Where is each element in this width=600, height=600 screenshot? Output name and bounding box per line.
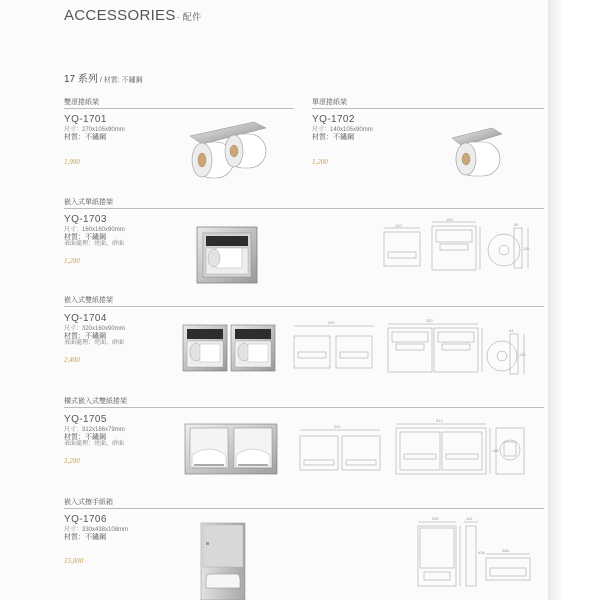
product-specs <box>64 227 125 248</box>
dimension-label: 291 <box>334 424 341 429</box>
page-title <box>64 7 201 24</box>
product-category: 單滾捲紙架 <box>312 99 347 106</box>
dimension-label: 120 <box>395 223 402 228</box>
page-edge <box>548 0 600 600</box>
product-material: 材質：不鏽鋼 <box>312 134 354 141</box>
dimension-label: 320 <box>426 318 433 323</box>
dimension-label: 112 <box>466 516 473 521</box>
product-specs <box>64 127 125 141</box>
product-model: YQ-1702 <box>312 114 355 125</box>
product-price: 1,900 <box>64 158 80 166</box>
divider <box>64 208 544 209</box>
dimension-label: 438 <box>478 550 485 555</box>
dimension-label: 312 <box>436 418 443 423</box>
dimension-label: 130 <box>519 352 526 357</box>
product-category: 嵌入式單紙捲架 <box>64 199 113 206</box>
dimension-label: 110 <box>523 246 530 251</box>
product-size: 尺寸：160x160x90mm <box>64 227 125 233</box>
product-material: 材質：不鏽鋼 <box>64 134 106 141</box>
product-photo-single-roll-holder <box>446 124 508 180</box>
product-finish: 表面處理：亮面、砂面 <box>64 340 125 346</box>
divider <box>64 407 544 408</box>
product-category: 雙滾捲紙架 <box>64 99 99 106</box>
product-model: YQ-1703 <box>64 214 107 225</box>
product-category: 橫式嵌入式雙紙捲架 <box>64 398 127 405</box>
product-specs <box>64 527 128 541</box>
product-size: 尺寸：320x160x90mm <box>64 326 125 332</box>
product-size: 尺寸：140x105x90mm <box>312 127 373 133</box>
product-material: 材質：不鏽鋼 <box>64 534 106 541</box>
product-price: 1,200 <box>312 158 328 166</box>
dimension-label: 330 <box>432 516 439 521</box>
series-name: 17 系列 <box>64 74 98 85</box>
dimension-label: 90 <box>514 222 519 227</box>
technical-drawing-yq-1705 <box>296 418 528 478</box>
divider <box>64 508 544 509</box>
series-material: / 材質: 不鏽鋼 <box>97 77 143 84</box>
product-model: YQ-1701 <box>64 114 107 125</box>
divider <box>64 306 544 307</box>
product-finish: 表面處理：亮面、砂面 <box>64 241 125 247</box>
product-specs <box>312 127 373 141</box>
product-photo-recessed-towel-cabinet <box>200 522 246 600</box>
technical-drawing-yq-1703 <box>380 218 530 272</box>
product-material: 材質：不鏽鋼 <box>64 234 106 241</box>
product-photo-double-roll-holder <box>176 118 274 186</box>
product-size: 尺寸：312x166x79mm <box>64 427 125 433</box>
product-specs <box>64 427 125 448</box>
product-price: 3,200 <box>64 457 80 465</box>
product-photo-recessed-double-holder <box>182 324 276 372</box>
dimension-label: 290 <box>328 320 335 325</box>
title-cn: · 配件 <box>176 12 202 22</box>
product-category: 嵌入式擦手紙箱 <box>64 499 113 506</box>
dimension-label: 94 <box>509 328 514 333</box>
product-category: 嵌入式雙紙捲架 <box>64 297 113 304</box>
dimension-label: 160 <box>446 218 453 222</box>
series-heading <box>64 70 143 85</box>
product-model: YQ-1705 <box>64 414 107 425</box>
product-model: YQ-1704 <box>64 313 107 324</box>
divider <box>312 108 544 109</box>
product-photo-horizontal-double-holder <box>184 423 278 475</box>
technical-drawing-yq-1706 <box>412 516 534 588</box>
product-model: YQ-1706 <box>64 514 107 525</box>
product-price: 1,200 <box>64 257 80 265</box>
technical-drawing-yq-1704 <box>290 318 530 376</box>
product-photo-recessed-single-holder <box>196 226 258 284</box>
product-material: 材質：不鏽鋼 <box>64 333 106 340</box>
product-size: 尺寸：330x438x108mm <box>64 527 129 533</box>
title-en: ACCESSORIES <box>64 7 176 24</box>
dimension-label: 166 <box>492 448 499 453</box>
dimension-label: 288 <box>502 548 509 553</box>
product-material: 材質：不鏽鋼 <box>64 434 106 441</box>
product-price: 15,000 <box>64 557 84 565</box>
product-specs <box>64 326 125 347</box>
divider <box>64 108 294 109</box>
product-size: 尺寸：270x105x90mm <box>64 127 125 133</box>
product-finish: 表面處理：亮面、砂面 <box>64 441 125 447</box>
product-price: 2,400 <box>64 356 80 364</box>
